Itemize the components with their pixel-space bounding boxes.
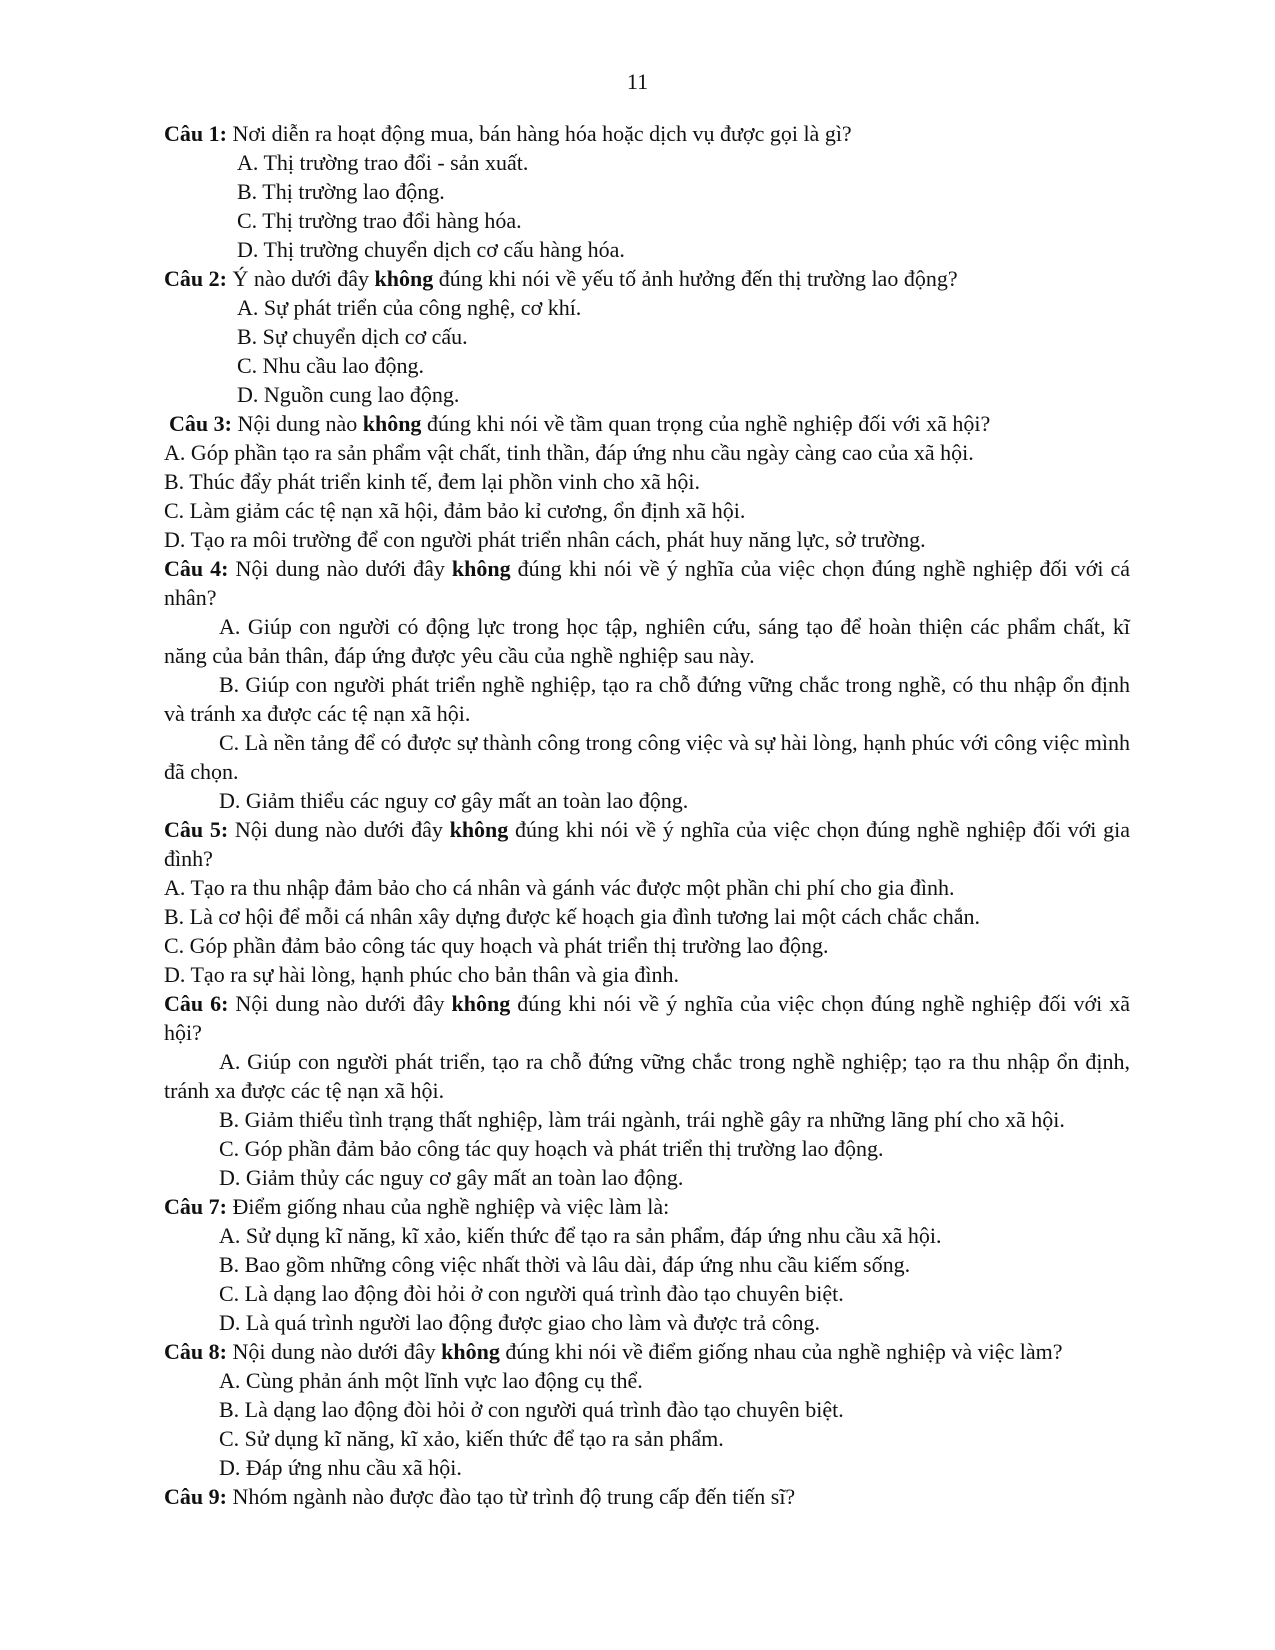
question-3-option-b: B. Thúc đẩy phát triển kinh tế, đem lại phồn vinh cho xã hội. bbox=[164, 469, 701, 494]
question-2-text-after: đúng khi nói về yếu tố ảnh hưởng đến thị trường lao động? bbox=[433, 266, 958, 291]
question-9-text: Nhóm ngành nào được đào tạo từ trình độ trung cấp đến tiến sĩ? bbox=[226, 1484, 796, 1509]
question-6-option-b: B. Giảm thiểu tình trạng thất nghiệp, làm trái ngành, trái nghề gây ra những lãng phí cho xã hội. bbox=[219, 1107, 1065, 1132]
question-8-negation: không bbox=[441, 1339, 500, 1364]
question-4-stem bbox=[164, 554, 1130, 612]
question-9-stem bbox=[164, 1482, 1130, 1511]
question-4 bbox=[164, 554, 1130, 815]
question-1-stem bbox=[164, 119, 1130, 148]
question-4-option-d: D. Giảm thiểu các nguy cơ gây mất an toàn lao động. bbox=[219, 788, 689, 813]
question-9-label: Câu 9: bbox=[164, 1484, 227, 1509]
question-8-option-d: D. Đáp ứng nhu cầu xã hội. bbox=[219, 1455, 462, 1480]
question-8-option-c: C. Sử dụng kĩ năng, kĩ xảo, kiến thức để tạo ra sản phẩm. bbox=[219, 1426, 724, 1451]
question-1-option-d: D. Thị trường chuyển dịch cơ cấu hàng hóa. bbox=[237, 237, 625, 262]
question-3 bbox=[164, 409, 1130, 554]
question-8-option-b: B. Là dạng lao động đòi hỏi ở con người quá trình đào tạo chuyên biệt. bbox=[219, 1397, 844, 1422]
question-2-label: Câu 2: bbox=[164, 266, 227, 291]
question-5-option-a: A. Tạo ra thu nhập đảm bảo cho cá nhân và gánh vác được một phần chi phí cho gia đình. bbox=[164, 875, 955, 900]
question-8-text-before: Nội dung nào dưới đây bbox=[226, 1339, 442, 1364]
question-5-negation: không bbox=[449, 817, 509, 842]
question-3-negation: không bbox=[362, 411, 422, 436]
question-9 bbox=[164, 1482, 1130, 1511]
question-4-option-c: C. Là nền tảng để có được sự thành công trong công việc và sự hài lòng, hạnh phúc với công việc mình đã chọn. bbox=[164, 730, 1130, 784]
question-3-stem bbox=[164, 409, 1130, 438]
question-7-text: Điểm giống nhau của nghề nghiệp và việc làm là: bbox=[226, 1194, 670, 1219]
question-1 bbox=[164, 119, 1130, 264]
question-6-stem bbox=[164, 989, 1130, 1047]
question-7-option-d: D. Là quá trình người lao động được giao cho làm và được trả công. bbox=[219, 1310, 820, 1335]
question-3-text-after: đúng khi nói về tầm quan trọng của nghề nghiệp đối với xã hội? bbox=[421, 411, 991, 436]
question-6 bbox=[164, 989, 1130, 1192]
question-3-option-d: D. Tạo ra môi trường để con người phát triển nhân cách, phát huy năng lực, sở trường. bbox=[164, 527, 926, 552]
question-1-option-b: B. Thị trường lao động. bbox=[237, 179, 445, 204]
question-1-option-c: C. Thị trường trao đổi hàng hóa. bbox=[237, 208, 522, 233]
question-5-option-d: D. Tạo ra sự hài lòng, hạnh phúc cho bản thân và gia đình. bbox=[164, 962, 679, 987]
question-6-option-a: A. Giúp con người phát triển, tạo ra chỗ đứng vững chắc trong nghề nghiệp; tạo ra thu nhập ổn định, tránh xa được các tệ nạn xã hội. bbox=[164, 1049, 1130, 1103]
question-2-negation: không bbox=[374, 266, 434, 291]
question-5-option-c: C. Góp phần đảm bảo công tác quy hoạch và phát triển thị trường lao động. bbox=[164, 933, 829, 958]
question-8-label: Câu 8: bbox=[164, 1339, 227, 1364]
question-6-text-after: đúng khi nói về ý nghĩa của việc chọn đúng nghề nghiệp đối với xã hội? bbox=[164, 991, 1130, 1045]
question-4-label: Câu 4: bbox=[164, 556, 229, 581]
question-8-option-a: A. Cùng phản ánh một lĩnh vực lao động cụ thể. bbox=[219, 1368, 643, 1393]
question-4-text-after: đúng khi nói về ý nghĩa của việc chọn đúng nghề nghiệp đối với cá nhân? bbox=[164, 556, 1131, 610]
question-6-option-c: C. Góp phần đảm bảo công tác quy hoạch và phát triển thị trường lao động. bbox=[219, 1136, 884, 1161]
question-7-option-b: B. Bao gồm những công việc nhất thời và lâu dài, đáp ứng nhu cầu kiếm sống. bbox=[219, 1252, 911, 1277]
question-6-negation: không bbox=[451, 991, 511, 1016]
question-4-negation: không bbox=[451, 556, 511, 581]
question-list bbox=[164, 119, 1130, 1511]
question-6-option-d: D. Giảm thủy các nguy cơ gây mất an toàn lao động. bbox=[219, 1165, 684, 1190]
question-4-option-b: B. Giúp con người phát triển nghề nghiệp, tạo ra chỗ đứng vững chắc trong nghề, có thu nhập ổn định và tránh xa được các tệ nạn xã hội. bbox=[164, 672, 1130, 726]
question-2-option-a: A. Sự phát triển của công nghệ, cơ khí. bbox=[237, 295, 582, 320]
question-6-text-before: Nội dung nào dưới đây bbox=[228, 991, 452, 1016]
question-2-option-c: C. Nhu cầu lao động. bbox=[237, 353, 424, 378]
question-2-option-d: D. Nguồn cung lao động. bbox=[237, 382, 460, 407]
question-2 bbox=[164, 264, 1130, 409]
question-3-option-a: A. Góp phần tạo ra sản phẩm vật chất, tinh thần, đáp ứng nhu cầu ngày càng cao của xã hội. bbox=[164, 440, 974, 465]
question-8-stem bbox=[164, 1337, 1130, 1366]
question-5-option-b: B. Là cơ hội để mỗi cá nhân xây dựng được kế hoạch gia đình tương lai một cách chắc chắn. bbox=[164, 904, 980, 929]
question-3-option-c: C. Làm giảm các tệ nạn xã hội, đảm bảo kỉ cương, ổn định xã hội. bbox=[164, 498, 746, 523]
question-5 bbox=[164, 815, 1130, 989]
question-7 bbox=[164, 1192, 1130, 1337]
question-8 bbox=[164, 1337, 1130, 1482]
question-2-stem bbox=[164, 264, 1130, 293]
question-1-label: Câu 1: bbox=[164, 121, 227, 146]
question-7-label: Câu 7: bbox=[164, 1194, 227, 1219]
question-5-text-before: Nội dung nào dưới đây bbox=[228, 817, 450, 842]
question-6-label: Câu 6: bbox=[164, 991, 229, 1016]
question-5-text-after: đúng khi nói về ý nghĩa của việc chọn đúng nghề nghiệp đối với gia đình? bbox=[164, 817, 1131, 871]
question-3-label: Câu 3: bbox=[169, 411, 232, 436]
question-7-stem bbox=[164, 1192, 1130, 1221]
question-5-stem bbox=[164, 815, 1130, 873]
question-2-text-before: Ý nào dưới đây bbox=[226, 266, 375, 291]
question-5-label: Câu 5: bbox=[164, 817, 229, 842]
page-number: 11 bbox=[626, 69, 649, 94]
question-3-text-before: Nội dung nào bbox=[231, 411, 363, 436]
question-4-option-a: A. Giúp con người có động lực trong học tập, nghiên cứu, sáng tạo để hoàn thiện các phẩm chất, kĩ năng của bản thân, đáp ứng được yêu cầu của nghề nghiệp sau này. bbox=[164, 614, 1130, 668]
question-2-option-b: B. Sự chuyển dịch cơ cấu. bbox=[237, 324, 468, 349]
question-4-text-before: Nội dung nào dưới đây bbox=[228, 556, 452, 581]
question-7-option-c: C. Là dạng lao động đòi hỏi ở con người quá trình đào tạo chuyên biệt. bbox=[219, 1281, 844, 1306]
question-8-text-after: đúng khi nói về điểm giống nhau của nghề nghiệp và việc làm? bbox=[499, 1339, 1063, 1364]
question-7-option-a: A. Sử dụng kĩ năng, kĩ xảo, kiến thức để tạo ra sản phẩm, đáp ứng nhu cầu xã hội. bbox=[219, 1223, 942, 1248]
question-1-text: Nơi diễn ra hoạt động mua, bán hàng hóa hoặc dịch vụ được gọi là gì? bbox=[226, 121, 852, 146]
question-1-option-a: A. Thị trường trao đổi - sản xuất. bbox=[237, 150, 529, 175]
